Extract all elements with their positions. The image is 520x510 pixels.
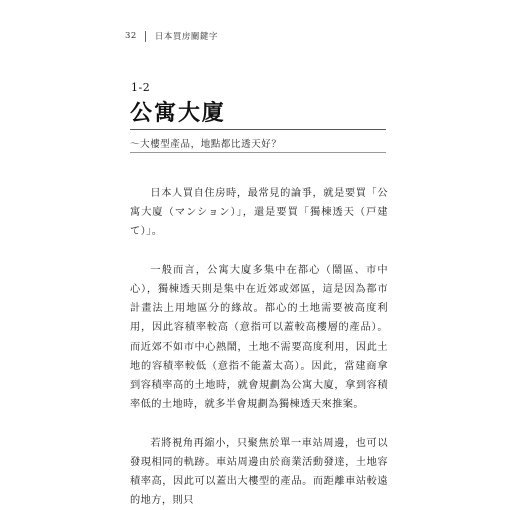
paragraph: 日本人買自住房時，最常見的論爭，就是要買「公寓大廈（マンション）」，還是要買「獨棟透天（戸建て）」。 [130, 188, 388, 238]
running-head [125, 29, 218, 43]
title-rule [130, 129, 386, 130]
paragraph: 一般而言，公寓大廈多集中在都心（鬧區、市中心），獨棟透天則是集中在近郊或郊區，這是因為都市計畫法上用地區分的緣故。都心的土地需要被高度利用，因此容積率較高（意指可以蓋較高樓層的產品）。而近郊不如市中心熱鬧，土地不需要高度利用，因此土地的容積率較低（意指不能蓋太高）。因此，當建商拿到容積率高的土地時，就會規劃為公寓大廈，拿到容積率低的土地時，就多半會規劃為獨棟透天來推案。 [130, 264, 388, 411]
running-head-divider [145, 31, 146, 42]
body-text [130, 184, 388, 510]
section-number: 1-2 [131, 81, 151, 94]
paragraph: 若將視角再縮小，只聚焦於單一車站周邊，也可以發現相同的軌跡。車站周邊由於商業活動發達，土地容積率高，因此可以蓋出大樓型的產品。而距離車站較遠的地方，則只 [130, 437, 388, 507]
book-title: 日本買房關鍵字 [154, 32, 218, 42]
section-subtitle: ～大樓型產品，地點都比透天好？ [130, 139, 282, 150]
page-number: 32 [125, 31, 137, 41]
section-title: 公寓大廈 [130, 100, 227, 126]
subtitle-rule [130, 152, 386, 153]
